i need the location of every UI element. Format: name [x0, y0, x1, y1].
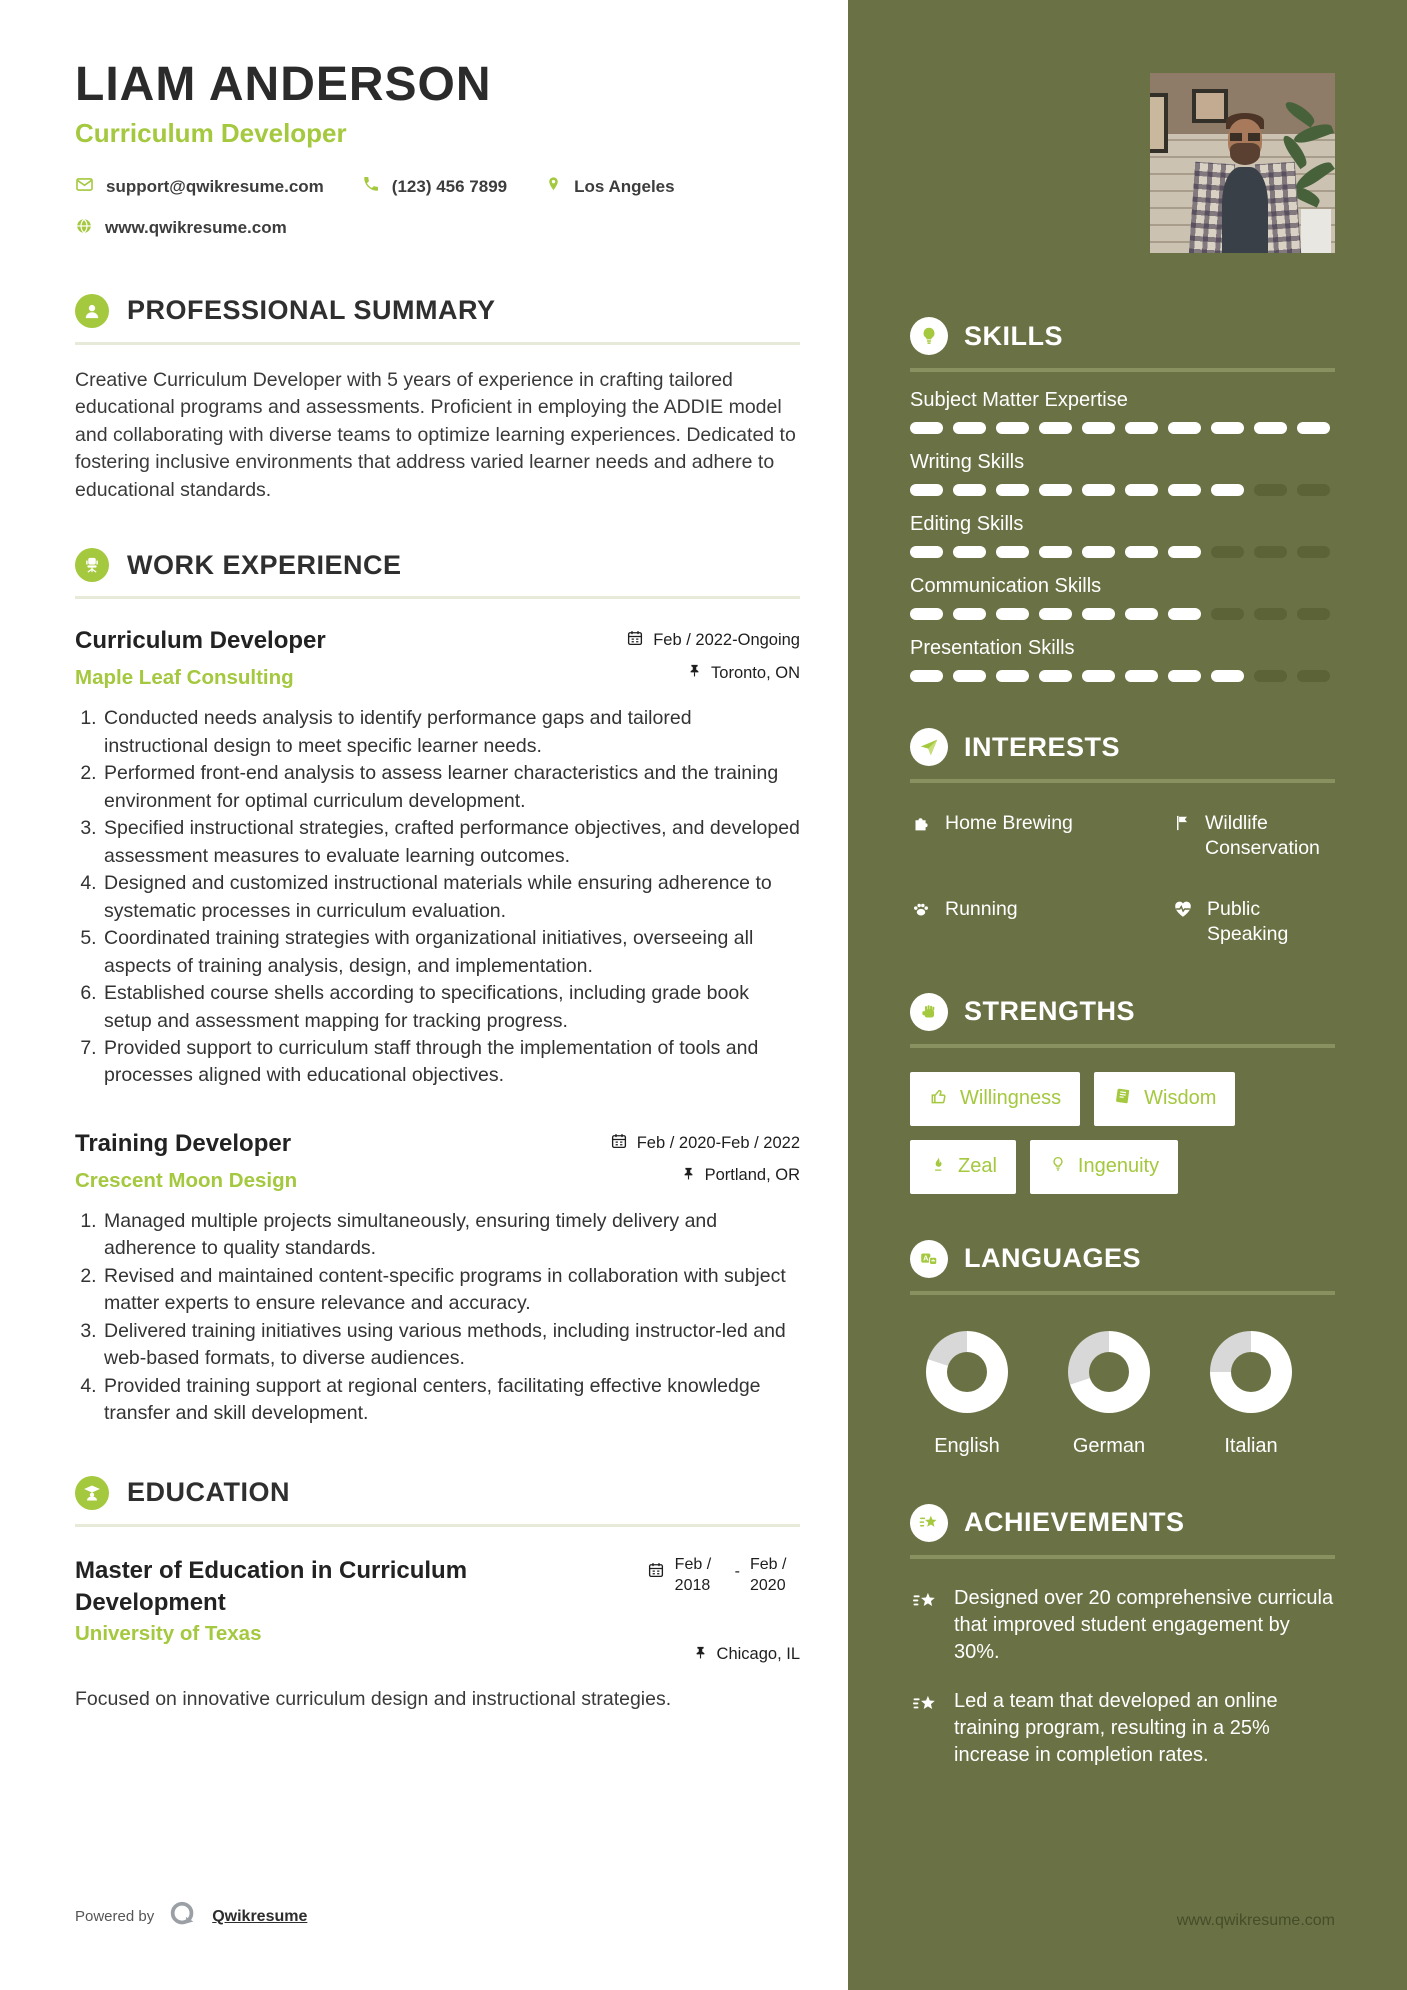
job-entry [75, 627, 800, 1090]
skill-bar [910, 608, 1335, 620]
achievement-item [910, 1688, 1335, 1769]
strength-label: Zeal [958, 1155, 997, 1178]
education-dates [647, 1555, 800, 1597]
achievement-text: Designed over 20 comprehensive curricula that improved student engagement by 30%. [954, 1586, 1334, 1663]
profile-photo [1150, 73, 1335, 253]
thumbs-up-icon [929, 1086, 949, 1112]
flag-icon [1172, 811, 1192, 841]
interests-heading-row [910, 728, 1335, 766]
achievement-list [910, 1585, 1335, 1769]
shooting-star-icon [910, 1585, 940, 1620]
qwikresume-link[interactable]: Qwikresume [212, 1907, 308, 1925]
person-name: LIAM ANDERSON [75, 58, 492, 111]
bulb-small-icon [1049, 1154, 1067, 1180]
strength-badge [1094, 1072, 1235, 1126]
achievements-heading-row [910, 1504, 1335, 1542]
translate-icon [910, 1240, 948, 1278]
job-location [687, 662, 800, 684]
job-meta [626, 627, 800, 684]
calendar-icon [647, 1561, 665, 1584]
interests-title: INTERESTS [964, 731, 1121, 762]
calendar-icon [610, 1132, 628, 1155]
language-label: English [934, 1434, 1000, 1457]
work-divider [75, 596, 800, 599]
contact-email-text: support@qwikresume.com [106, 176, 324, 196]
job-bullet-list [75, 1208, 800, 1428]
summary-heading-row [75, 294, 800, 328]
language-donut [1068, 1331, 1150, 1413]
section-languages [910, 1240, 1335, 1458]
job-company: Maple Leaf Consulting [75, 666, 294, 690]
svg-text:A: A [923, 1253, 929, 1263]
section-summary [75, 294, 800, 504]
strengths-title: STRENGTHS [964, 996, 1136, 1027]
languages-heading-row [910, 1240, 1335, 1278]
work-heading-row [75, 548, 800, 582]
section-interests [910, 728, 1335, 947]
qwikresume-q-icon [168, 1899, 198, 1934]
job-company: Crescent Moon Design [75, 1168, 298, 1192]
language-label: Italian [1224, 1434, 1278, 1457]
degree-title: Master of Education in Curriculum Development [75, 1556, 468, 1617]
job-dates [610, 1132, 800, 1155]
sidebar [848, 0, 1407, 1990]
skill-label: Writing Skills [910, 451, 1025, 473]
job-bullet-list [75, 705, 800, 1090]
section-work [75, 548, 800, 1428]
languages-title: LANGUAGES [964, 1243, 1142, 1274]
achievement-text: Led a team that developed an online training program, resulting in a 25% increase in completion rates. [954, 1689, 1278, 1766]
achievements-title: ACHIEVEMENTS [964, 1507, 1185, 1538]
map-pin-icon [545, 175, 562, 199]
section-skills [910, 317, 1335, 682]
job-header [75, 1130, 800, 1193]
contact-phone-text: (123) 456 7899 [391, 176, 508, 196]
user-icon [75, 294, 109, 328]
education-description: Focused on innovative curriculum design and instructional strategies. [75, 1687, 672, 1710]
education-location-text: Chicago, IL [716, 1645, 800, 1664]
strength-label: Wisdom [1144, 1087, 1217, 1110]
job-title: Training Developer [75, 1129, 292, 1157]
skill-label: Subject Matter Expertise [910, 389, 1128, 411]
paw-icon [910, 897, 932, 927]
strengths-divider [910, 1044, 1335, 1048]
strength-badge [910, 1140, 1016, 1194]
puzzle-icon [910, 811, 932, 841]
skills-heading-row [910, 317, 1335, 355]
section-education [75, 1476, 800, 1713]
contact-row [75, 175, 695, 240]
skill-bar [910, 422, 1335, 434]
education-heading-row [75, 1476, 800, 1510]
pushpin-icon [693, 1644, 708, 1666]
education-divider [75, 1524, 800, 1527]
lightbulb-icon [910, 317, 948, 355]
interest-item [910, 811, 1172, 861]
job-bullet: 5. Coordinated training strategies with organizational initiatives, overseeing all aspects of training analysis, design, and implementation. [102, 925, 800, 980]
job-dates-text: Feb / 2022-Ongoing [653, 631, 800, 650]
interest-item [1172, 811, 1335, 861]
language-donut [1210, 1331, 1292, 1413]
language-item [926, 1331, 1008, 1458]
language-list [910, 1331, 1335, 1458]
job-bullet: 1. Conducted needs analysis to identify performance gaps and tailored instructional design to meet specific learner needs. [102, 705, 800, 760]
interest-label: Public Speaking [1207, 897, 1289, 945]
footer [75, 1899, 307, 1934]
powered-by-label: Powered by [75, 1908, 155, 1925]
section-achievements [910, 1504, 1335, 1769]
paper-plane-icon [910, 728, 948, 766]
job-bullet: 2. Performed front-end analysis to assess learner characteristics and the training environment for optimal curriculum development. [102, 760, 800, 815]
office-chair-icon [75, 548, 109, 582]
job-location-text: Toronto, ON [711, 663, 800, 682]
job-bullet: 3. Delivered training initiatives using various methods, including instructor-led and web-based formats, to diverse audiences. [102, 1318, 800, 1373]
summary-divider [75, 342, 800, 345]
interest-label: Running [945, 897, 1018, 920]
phone-icon [362, 175, 380, 198]
job-location [681, 1165, 800, 1187]
job-entry [75, 1130, 800, 1428]
contact-location-text: Los Angeles [574, 176, 675, 196]
sidebar-footer-url: www.qwikresume.com [1176, 1912, 1335, 1929]
education-entry [75, 1555, 800, 1713]
skill-label: Communication Skills [910, 575, 1102, 597]
shooting-star-icon [910, 1504, 948, 1542]
skill-bar [910, 546, 1335, 558]
language-item [1210, 1331, 1292, 1458]
job-location-text: Portland, OR [704, 1166, 800, 1185]
job-bullet: 4. Designed and customized instructional materials while ensuring adherence to systematic processes in curriculum evaluation. [102, 870, 800, 925]
work-title: WORK EXPERIENCE [127, 549, 402, 580]
language-label: German [1072, 1434, 1146, 1457]
book-icon [1113, 1086, 1133, 1112]
skill-label: Editing Skills [910, 513, 1024, 535]
job-title-company [75, 1130, 297, 1193]
job-bullet: 4. Provided training support at regional centers, facilitating effective knowledge transfer and skill development. [102, 1373, 800, 1428]
interest-list [910, 811, 1335, 947]
education-title: EDUCATION [127, 1477, 290, 1508]
summary-text: Creative Curriculum Developer with 5 years of experience in crafting tailored educational programs and assessments. Proficient in employing the ADDIE model and collaborating with diverse teams to optimize learning experiences. Dedicated to fostering inclusive environments that address varied learner needs and adhere to educational standards. [75, 368, 796, 501]
interest-label: Home Brewing [945, 812, 1073, 834]
person-job-title: Curriculum Developer [75, 117, 347, 148]
contact-website [75, 217, 287, 240]
pushpin-icon [687, 662, 702, 684]
shooting-star-icon [910, 1688, 940, 1723]
strength-badge [1030, 1140, 1178, 1194]
calendar-icon [626, 629, 644, 652]
job-dates [626, 629, 800, 652]
job-bullet: 2. Revised and maintained content-specific programs in collaboration with subject matter experts to ensure relevance and accuracy. [102, 1263, 800, 1318]
contact-location [545, 175, 674, 199]
flame-icon [929, 1154, 947, 1180]
education-location [693, 1642, 800, 1668]
strengths-heading-row [910, 993, 1335, 1031]
strength-label: Willingness [960, 1087, 1062, 1110]
globe-icon [75, 217, 93, 240]
languages-divider [910, 1291, 1335, 1295]
achievement-item [910, 1585, 1335, 1666]
job-meta [610, 1130, 800, 1187]
job-title: Curriculum Developer [75, 627, 326, 655]
education-date-dash: - [734, 1562, 740, 1580]
education-header [75, 1555, 800, 1620]
strength-list [910, 1072, 1290, 1194]
language-donut [926, 1331, 1008, 1413]
language-item [1068, 1331, 1150, 1458]
envelope-icon [75, 175, 94, 199]
education-date-start: Feb / 2018 [674, 1555, 712, 1594]
job-bullet: 3. Specified instructional strategies, crafted performance objectives, and developed assessment measures to evaluate learning outcomes. [102, 815, 800, 870]
contact-phone [362, 175, 507, 198]
skill-label: Presentation Skills [910, 637, 1075, 659]
job-dates-text: Feb / 2020-Feb / 2022 [636, 1133, 800, 1152]
contact-website-text: www.qwikresume.com [105, 218, 287, 238]
education-date-end: Feb / 2020 [750, 1555, 787, 1594]
interests-divider [910, 779, 1335, 783]
achievements-divider [910, 1555, 1335, 1559]
job-header [75, 627, 800, 690]
contact-email [75, 175, 324, 199]
heart-pulse-icon [1172, 897, 1194, 927]
strength-badge [910, 1072, 1080, 1126]
section-strengths [910, 993, 1335, 1194]
skill-bar [910, 484, 1335, 496]
skills-divider [910, 368, 1335, 372]
job-bullet: 6. Established course shells according to specifications, including grade book setup and assessment mapping for tracking progress. [102, 980, 800, 1035]
graduate-icon [75, 1476, 109, 1510]
skill-bar [910, 670, 1335, 682]
pushpin-icon [681, 1165, 696, 1187]
job-bullet: 7. Provided support to curriculum staff through the implementation of tools and processes aligned with educational objectives. [102, 1035, 800, 1090]
job-title-company [75, 627, 326, 690]
education-school: University of Texas [75, 1621, 262, 1645]
fist-icon [910, 993, 948, 1031]
interest-label: Wildlife Conservation [1205, 812, 1320, 859]
summary-title: PROFESSIONAL SUMMARY [127, 295, 496, 326]
strength-label: Ingenuity [1077, 1155, 1160, 1178]
job-bullet: 1. Managed multiple projects simultaneously, ensuring timely delivery and adherence to quality standards. [102, 1208, 800, 1263]
interest-item [1172, 897, 1335, 947]
interest-item [910, 897, 1172, 947]
skills-title: SKILLS [964, 320, 1064, 351]
